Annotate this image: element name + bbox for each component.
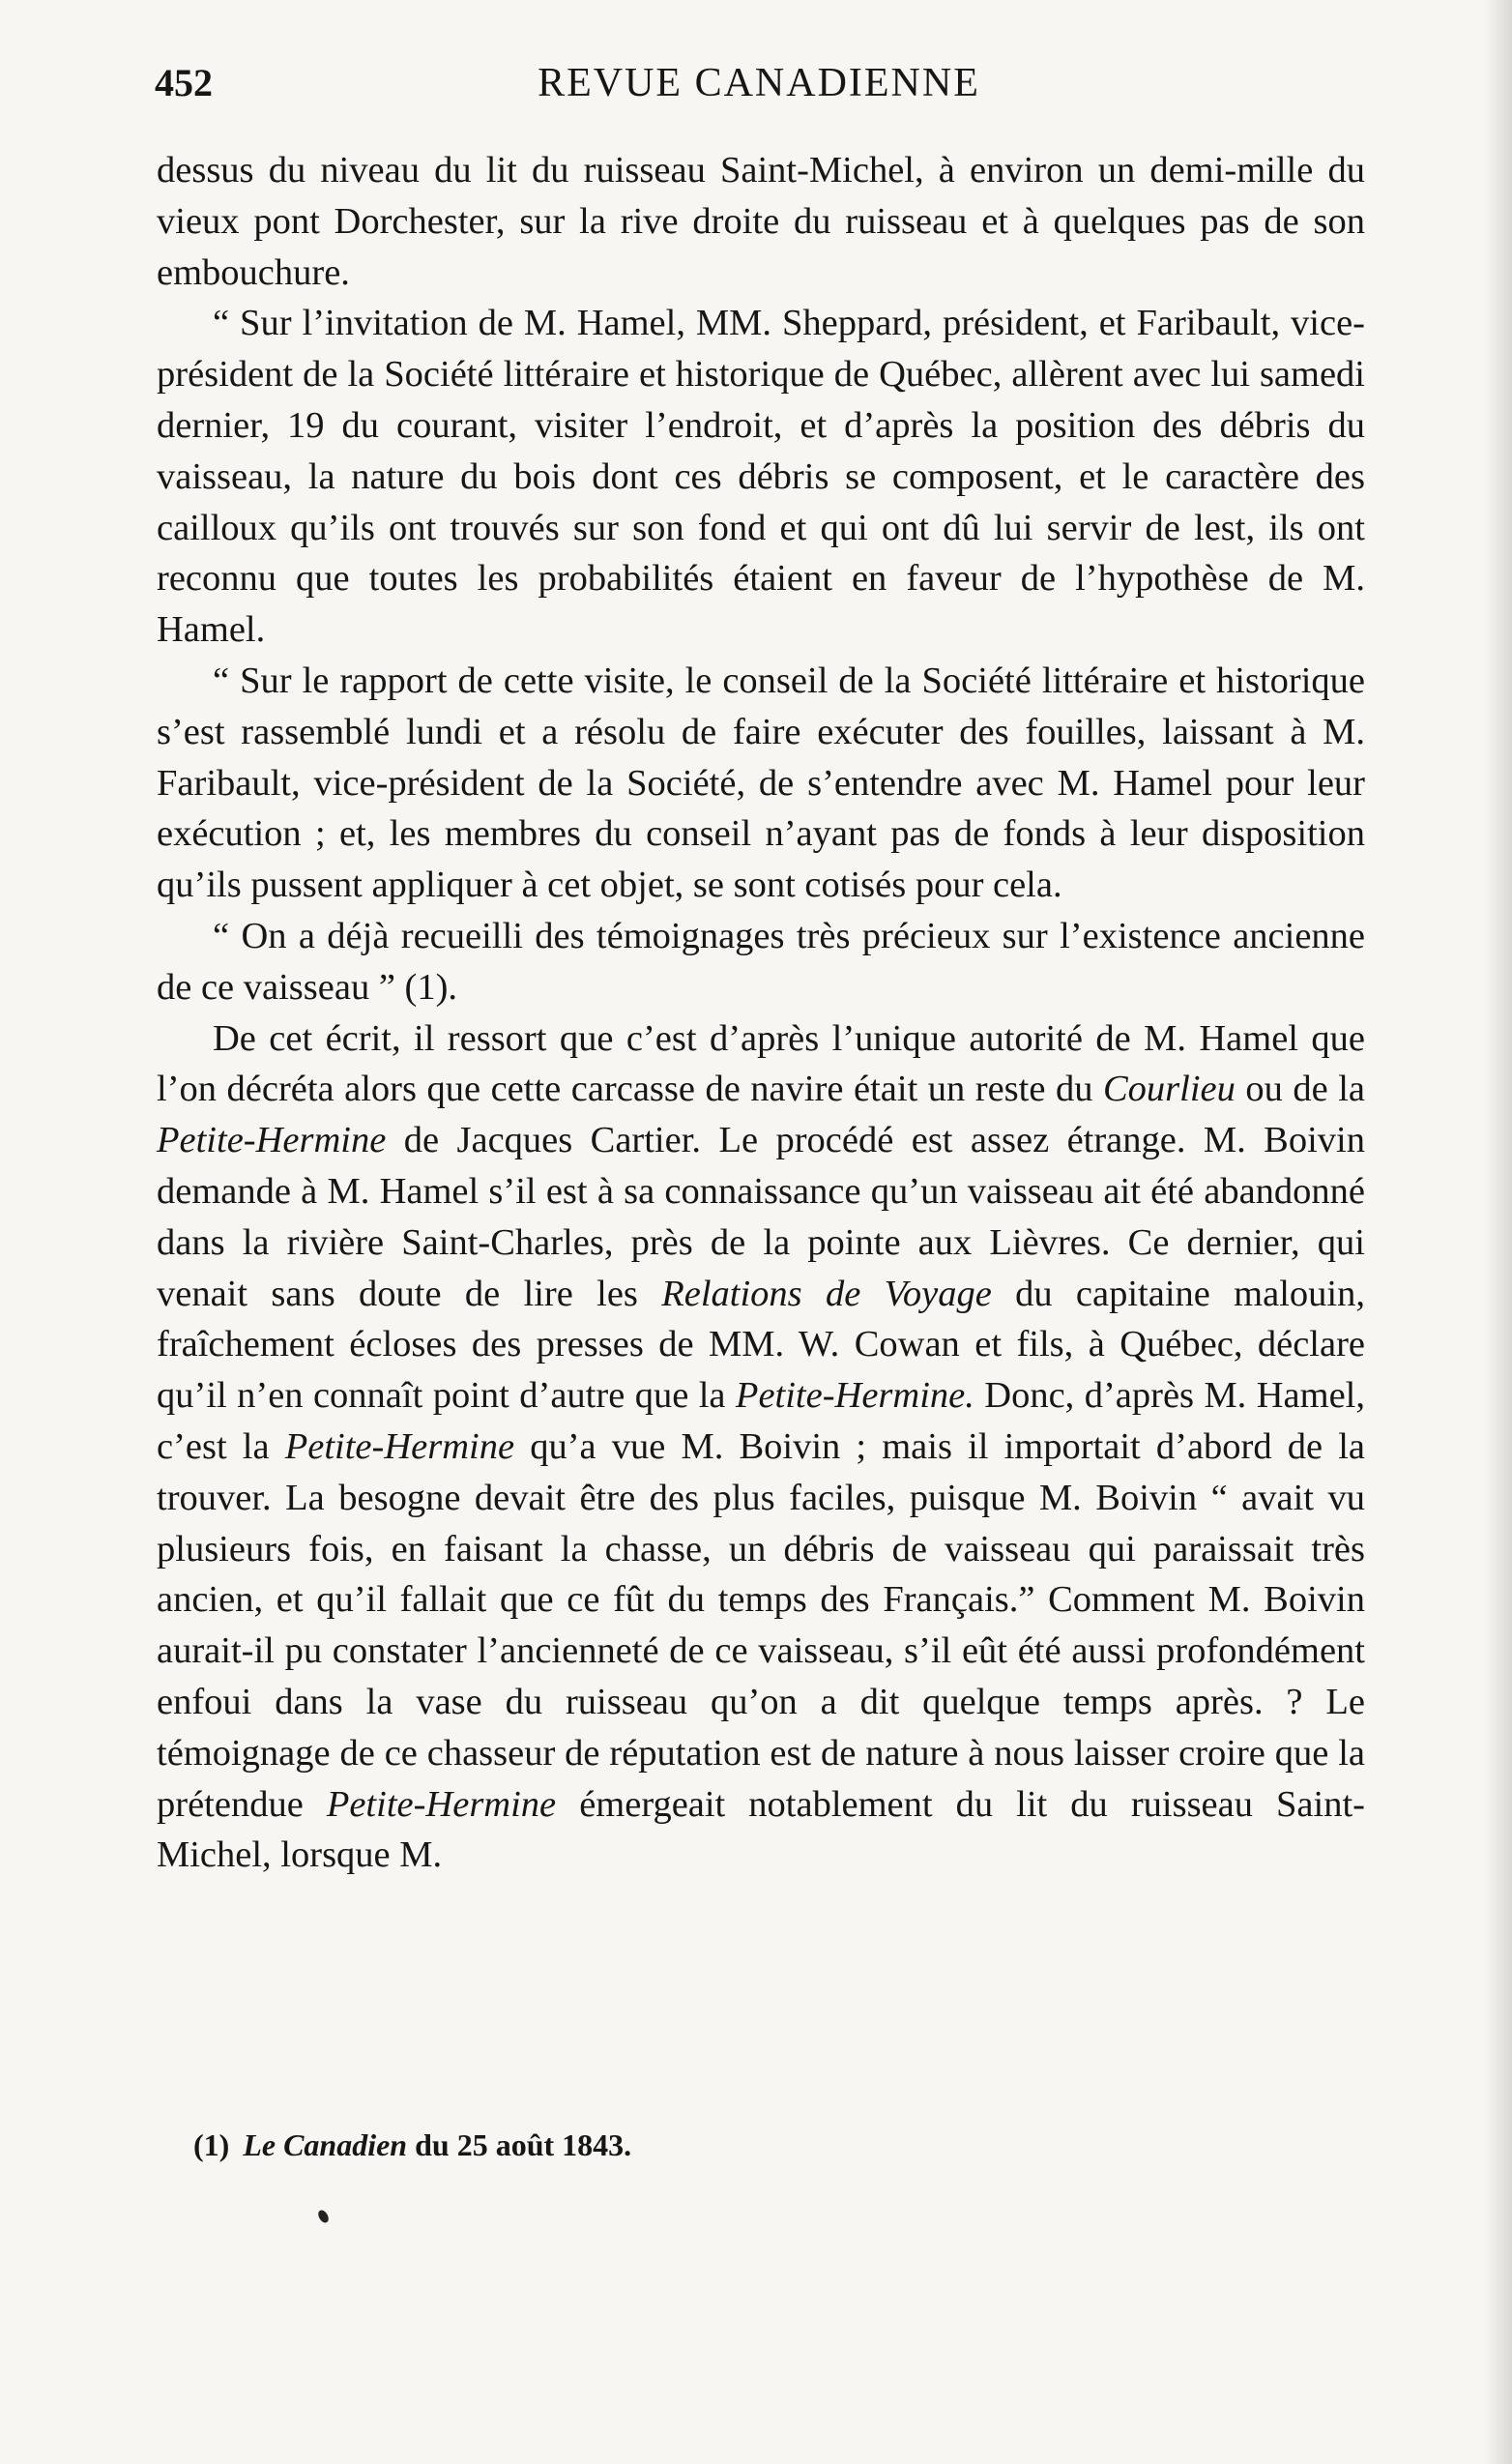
paragraph [157,656,1365,911]
text-run: du capitaine malouin, fraîchement écloses des presses de MM. W. Cowan et fils, à Québec, déclare qu’il n’en connaît point d’autre que la [157,1273,1365,1417]
text-run: “ Sur l’invitation de M. Hamel, MM. Sheppard, président, et Faribault, vice-président de la Société littéraire et historique de Québec, allèrent avec lui samedi dernier, 19 du courant, visiter l’endroit, et d’après la position des débris du vaisseau, la nature du bois dont ces débris se composent, et le caractère des cailloux qu’ils ont trouvés sur son fond et qui ont dû lui servir de lest, ils ont reconnu que toutes les probabilités étaient en faveur de l’hypothèse de M. Hamel. [157,303,1365,651]
italic-text: Petite-Hermine [326,1783,557,1825]
footnote-source: Le Canadien [243,2127,408,2162]
footnote-text: du 25 août 1843. [407,2127,632,2162]
text-run: Donc, d’après M. Hamel, c’est la [157,1375,1365,1467]
text-run: qu’a vue M. Boivin ; mais il importait d’abord de la trouver. La besogne devait être des plus faciles, puisque M. Boivin “ avait vu plusieurs fois, en faisant la chasse, un débris de vaisseau qui paraissait très ancien, et qu’il fallait que ce fût du temps des Français.” Comment M. Boivin aurait-il pu constater l’ancienneté de ce vaisseau, s’il eût été aussi profondément enfoui dans la vase du ruisseau qu’on a dit quelque temps après. ? Le témoignage de ce chasseur de réputation est de nature à nous laisser croire que la prétendue [157,1425,1365,1825]
page-edge-shadow [1483,0,1512,2464]
italic-text: Petite-Hermine. [735,1375,974,1417]
text-run: de Jacques Cartier. Le procédé est assez étrange. M. Boivin demande à M. Hamel s’il est à sa connaissance qu’un vaisseau ait été abandonné dans la rivière Saint-Charles, près de la pointe aux Lièvres. Ce dernier, qui venait sans doute de lire les [157,1120,1365,1314]
text-run: “ Sur le rapport de cette visite, le conseil de la Société littéraire et historique s’est rassemblé lundi et a résolu de faire exécuter des fouilles, laissant à M. Faribault, vice-président de la Société, de s’entendre avec M. Hamel pour leur exécution ; et, les membres du conseil n’ayant pas de fonds à leur disposition qu’ils pussent appliquer à cet objet, se sont cotisés pour cela. [157,660,1365,906]
running-title: REVUE CANADIENNE [538,61,980,105]
footnote-mark: (1) [193,2127,230,2162]
paragraph [157,911,1365,1013]
page-number: 452 [155,61,213,104]
italic-text: Petite-Hermine [284,1425,515,1467]
text-run: De cet écrit, il ressort que c’est d’après l’unique autorité de M. Hamel que l’on décréta alors que cette carcasse de navire était un reste du [157,1017,1365,1110]
text-run: émergeait notablement du lit du ruisseau Saint-Michel, lorsque M. [157,1783,1365,1876]
italic-text: Courlieu [1102,1069,1236,1110]
footnote [193,2127,631,2163]
paragraph [157,145,1365,298]
text-run: dessus du niveau du lit du ruisseau Saint-Michel, à environ un demi-mille du vieux pont Dorchester, sur la rive droite du ruisseau et à quelques pas de son embouchure. [157,150,1365,293]
page-header [155,60,1363,128]
ink-smudge [316,2209,331,2225]
paragraph [157,1013,1365,1882]
paragraph [157,298,1365,656]
italic-text: Petite-Hermine [157,1120,387,1161]
italic-text: Relations de Voyage [661,1273,992,1314]
body-text [157,145,1365,1881]
text-run: ou de la [1235,1069,1366,1110]
text-run: “ On a déjà recueilli des témoignages très précieux sur l’existence ancienne de ce vaisseau ” (1). [157,915,1365,1008]
